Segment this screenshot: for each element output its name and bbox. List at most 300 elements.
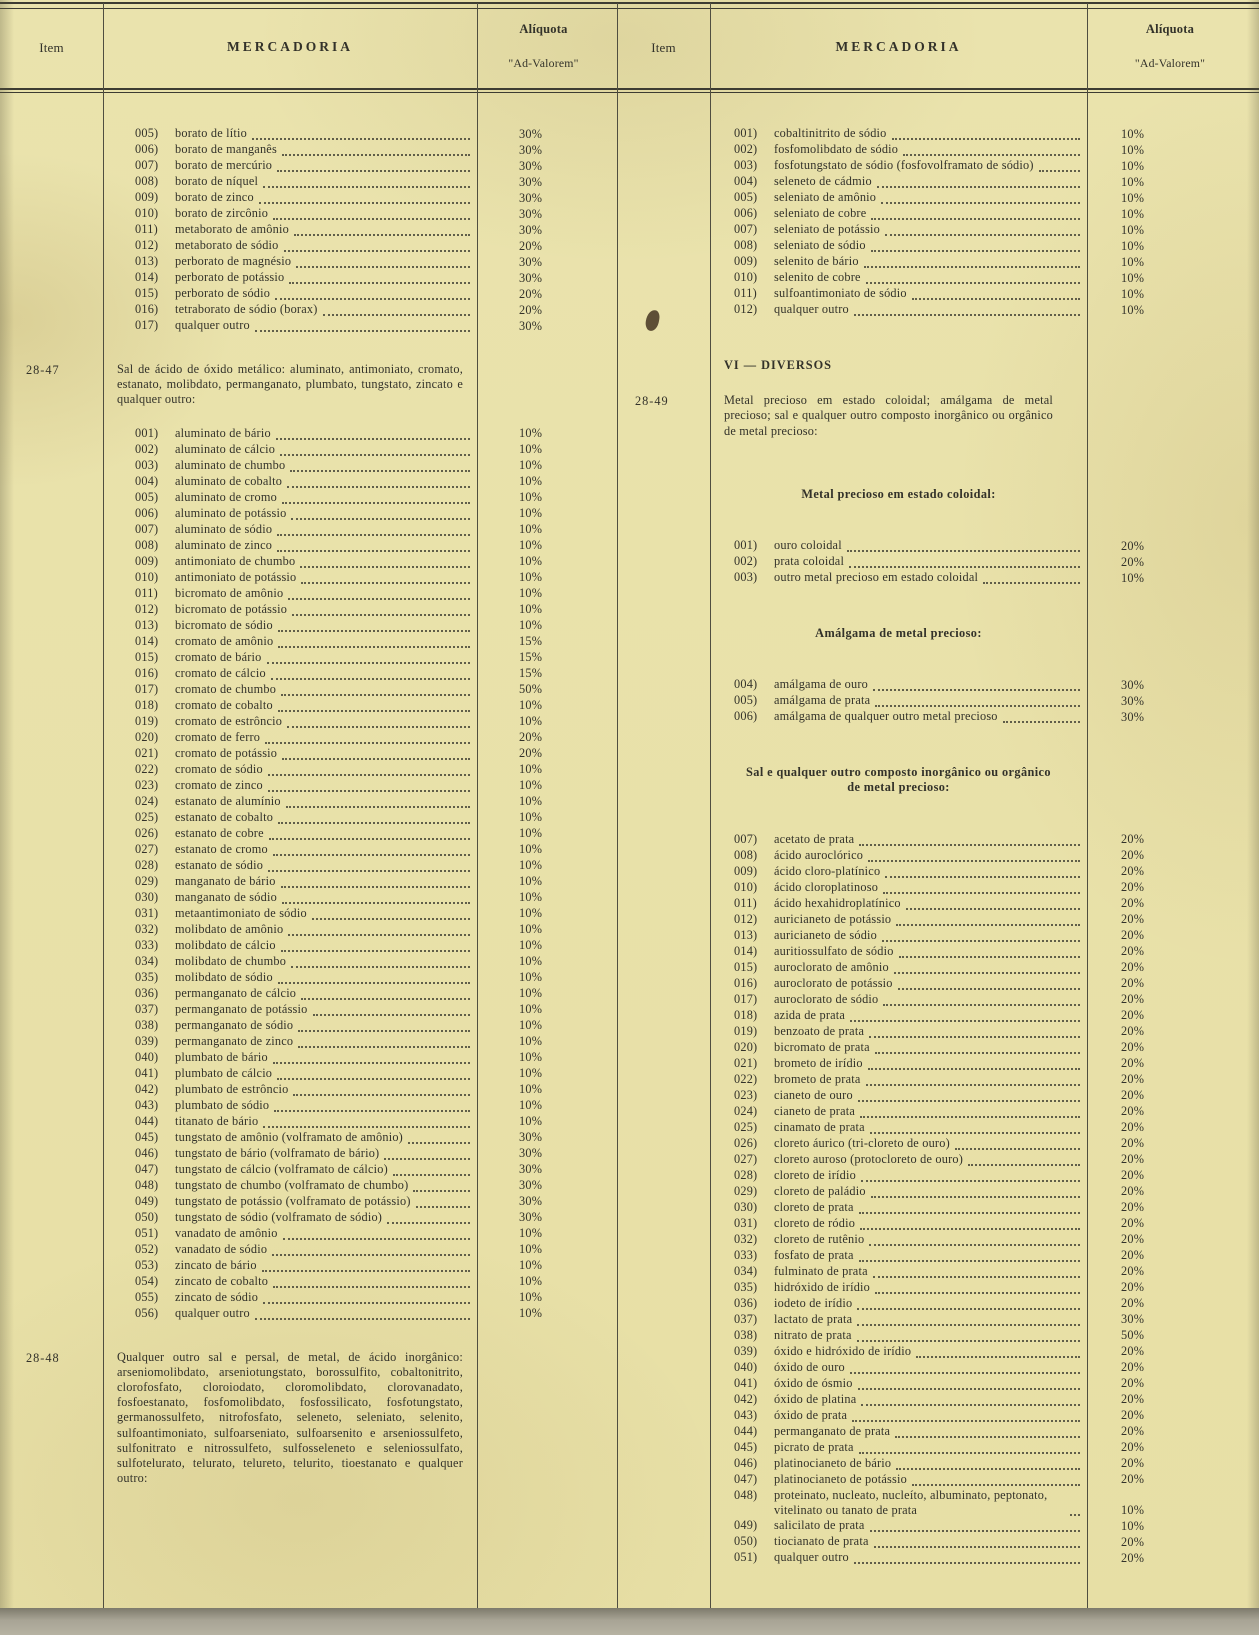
row-rate: 30% (519, 158, 543, 173)
row-number: 022) (734, 1071, 758, 1086)
merchandise-cell (103, 1194, 477, 1210)
row-number: 049) (135, 1193, 159, 1208)
item-col-cell (0, 890, 103, 906)
table-row (0, 1242, 610, 1258)
row-text: amálgama de prata (774, 693, 871, 708)
merchandise-cell (103, 874, 477, 890)
item-col-cell (617, 1024, 710, 1040)
table-row (617, 1056, 1259, 1072)
rate-cell (477, 538, 610, 554)
row-number: 012) (135, 238, 159, 252)
rate-cell (477, 1274, 610, 1290)
merchandise-cell (103, 522, 477, 538)
row-rate: 10% (519, 1050, 543, 1065)
item-col-cell (617, 944, 710, 960)
table-row (617, 1264, 1259, 1280)
row-text: óxido de platina (774, 1391, 857, 1406)
row-text: nitrato de prata (774, 1327, 852, 1342)
merchandise-cell (710, 1056, 1087, 1072)
row-rate: 10% (1121, 302, 1145, 317)
header-rule-thin (0, 92, 1259, 93)
row-text: hidróxido de irídio (774, 1279, 871, 1294)
table-row (617, 254, 1259, 270)
row-rate: 20% (1121, 1296, 1145, 1311)
row-text: tetraborato de sódio (borax) (175, 302, 318, 316)
dotted-leader (282, 142, 470, 156)
merchandise-cell (103, 442, 477, 458)
row-number: 039) (135, 1033, 159, 1048)
dotted-leader (277, 522, 470, 536)
row-text: auroclorato de potássio (774, 975, 893, 990)
row-number: 007) (135, 158, 159, 172)
table-row (0, 302, 610, 318)
rate-cell (477, 1194, 610, 1210)
row-rate: 10% (519, 1306, 543, 1321)
merchandise-cell (710, 206, 1087, 222)
row-text: ácido cloro-platínico (774, 863, 881, 878)
row-rate: 10% (519, 1114, 543, 1129)
rate-cell (477, 842, 610, 858)
row-number: 035) (734, 1279, 758, 1294)
dotted-leader (275, 286, 470, 300)
dotted-leader (912, 286, 1080, 300)
row-text: cianeto de prata (774, 1103, 856, 1118)
merchandise-cell (710, 693, 1087, 709)
row-number: 028) (734, 1167, 758, 1182)
row-text: fosfotungstato de sódio (fosfovolframato de sódio) (774, 158, 1034, 172)
merchandise-cell (103, 190, 477, 206)
row-number: 033) (734, 1247, 758, 1262)
rate-cell (477, 730, 610, 746)
row-text: zincato de cobalto (175, 1273, 269, 1288)
row-text: cloreto de paládio (774, 1183, 866, 1198)
item-col-cell (0, 1066, 103, 1082)
rate-cell (1087, 1408, 1259, 1424)
table-row (0, 1146, 610, 1162)
row-text: benzoato de prata (774, 1023, 865, 1038)
row-rate: 10% (519, 714, 543, 729)
dotted-leader (255, 318, 470, 332)
row-text: perborato de sódio (175, 286, 271, 300)
dotted-leader (874, 1534, 1080, 1548)
item-col-cell (0, 602, 103, 618)
dotted-leader (312, 906, 470, 920)
rate-cell (477, 1258, 610, 1274)
item-code: 28-48 (26, 1350, 60, 1365)
dotted-leader (276, 426, 470, 440)
rate-cell (477, 714, 610, 730)
merchandise-cell (710, 302, 1087, 318)
row-rate: 10% (519, 442, 543, 457)
row-rate: 20% (1121, 1344, 1145, 1359)
dotted-leader (892, 126, 1080, 140)
row-rate: 10% (519, 458, 543, 473)
merchandise-cell (103, 826, 477, 842)
item-col-cell (0, 666, 103, 682)
row-rate: 10% (519, 858, 543, 873)
table-row (617, 976, 1259, 992)
row-text: molibdato de chumbo (175, 953, 287, 968)
dotted-leader (860, 1104, 1080, 1118)
table-row (0, 474, 610, 490)
table-row (0, 650, 610, 666)
table-row (0, 174, 610, 190)
table-row (0, 906, 610, 922)
row-rate: 15% (519, 666, 543, 681)
rate-cell (477, 318, 610, 334)
item-col-cell (0, 1226, 103, 1242)
row-rate: 10% (519, 954, 543, 969)
dotted-leader (861, 1168, 1080, 1182)
row-number: 034) (135, 953, 159, 968)
item-col-cell (617, 880, 710, 896)
row-number: 004) (135, 473, 159, 488)
rate-cell (1087, 1472, 1259, 1488)
merchandise-cell (710, 238, 1087, 254)
row-rate: 50% (519, 682, 543, 697)
row-rate: 20% (1121, 1040, 1145, 1055)
row-text: seleneto de cádmio (774, 174, 872, 188)
row-rate: 10% (519, 826, 543, 841)
table-row (0, 1226, 610, 1242)
item-col-cell (617, 960, 710, 976)
merchandise-cell (710, 190, 1087, 206)
dotted-leader (268, 762, 470, 776)
row-number: 027) (135, 841, 159, 856)
row-number: 004) (734, 677, 758, 692)
row-text: auricianeto de sódio (774, 927, 878, 942)
row-number: 037) (135, 1001, 159, 1016)
table-row (617, 286, 1259, 302)
row-rate: 10% (519, 538, 543, 553)
dotted-leader (286, 794, 470, 808)
top-rule-thin (0, 8, 1259, 9)
row-text: seleniato de amônio (774, 190, 877, 204)
row-rate: 10% (519, 570, 543, 585)
table-row (0, 1130, 610, 1146)
item-col-cell (617, 1392, 710, 1408)
row-number: 026) (734, 1135, 758, 1150)
table-row (0, 286, 610, 302)
rate-cell (1087, 190, 1259, 206)
item-col-cell (0, 1274, 103, 1290)
row-text: plumbato de cálcio (175, 1065, 273, 1080)
table-row (617, 1248, 1259, 1264)
dotted-leader (283, 1226, 470, 1240)
item-col-cell (0, 986, 103, 1002)
row-rate: 10% (519, 698, 543, 713)
section-heading (617, 358, 1259, 373)
merchandise-cell (103, 1210, 477, 1226)
row-number: 042) (734, 1391, 758, 1406)
row-text: sulfoantimoniato de sódio (774, 286, 907, 300)
dotted-leader (854, 1550, 1080, 1564)
merchandise-cell (103, 922, 477, 938)
table-row (0, 158, 610, 174)
rate-cell (477, 986, 610, 1002)
table-row (617, 554, 1259, 570)
table-row (617, 1488, 1259, 1518)
table-row (617, 1136, 1259, 1152)
rate-cell (477, 158, 610, 174)
item-col-cell (617, 912, 710, 928)
row-rate: 50% (1121, 1328, 1145, 1343)
row-rate: 20% (1121, 1360, 1145, 1375)
table-row (617, 1072, 1259, 1088)
table-row (617, 912, 1259, 928)
dotted-leader (870, 1120, 1080, 1134)
table-row (0, 522, 610, 538)
item-col-cell (0, 810, 103, 826)
row-number: 017) (734, 991, 758, 1006)
row-rate: 10% (519, 554, 543, 569)
row-text: brometo de prata (774, 1071, 861, 1086)
dotted-leader (871, 1184, 1080, 1198)
table-row (617, 238, 1259, 254)
row-rate: 20% (519, 730, 543, 745)
row-text: seleniato de sódio (774, 238, 866, 252)
merchandise-cell (103, 970, 477, 986)
item-col-cell (0, 634, 103, 650)
table-row (617, 158, 1259, 174)
row-rate: 10% (519, 906, 543, 921)
row-number: 023) (135, 777, 159, 792)
dotted-leader (871, 238, 1080, 252)
merchandise-cell (103, 762, 477, 778)
column-header-advalorem-right: "Ad-Valorem" (1134, 56, 1206, 70)
merchandise-cell (710, 1120, 1087, 1136)
row-rate: 20% (1121, 1184, 1145, 1199)
rate-cell (1087, 1392, 1259, 1408)
row-number: 056) (135, 1305, 159, 1320)
row-text: cobaltinitrito de sódio (774, 126, 887, 140)
row-number: 038) (734, 1327, 758, 1342)
rate-cell (1087, 254, 1259, 270)
rate-cell (1087, 1216, 1259, 1232)
table-row (617, 992, 1259, 1008)
merchandise-cell (103, 1034, 477, 1050)
row-number: 005) (734, 693, 758, 708)
item-col-cell (617, 1472, 710, 1488)
row-number: 034) (734, 1263, 758, 1278)
table-row (0, 986, 610, 1002)
merchandise-cell (103, 634, 477, 650)
rate-cell (1087, 1072, 1259, 1088)
row-rate: 20% (1121, 1392, 1145, 1407)
rate-cell (1087, 896, 1259, 912)
table-row (617, 302, 1259, 318)
row-rate: 20% (1121, 1088, 1145, 1103)
item-col-cell (617, 286, 710, 302)
merchandise-cell (710, 1344, 1087, 1360)
rate-cell (477, 1178, 610, 1194)
table-row (0, 1274, 610, 1290)
dotted-leader (866, 270, 1080, 284)
dotted-leader (298, 1018, 470, 1032)
row-rate: 30% (519, 1162, 543, 1177)
row-number: 025) (135, 809, 159, 824)
rate-cell (477, 666, 610, 682)
item-col-cell (617, 693, 710, 709)
row-number: 038) (135, 1017, 159, 1032)
dotted-leader (252, 126, 470, 140)
table-row (0, 794, 610, 810)
row-text: estanato de cromo (175, 841, 268, 856)
dotted-leader (255, 1306, 470, 1320)
rate-cell (1087, 864, 1259, 880)
rate-cell (477, 1034, 610, 1050)
row-text: antimoniato de chumbo (175, 553, 296, 568)
row-number: 018) (135, 697, 159, 712)
row-rate: 20% (1121, 1376, 1145, 1391)
merchandise-cell (710, 1280, 1087, 1296)
row-text: permanganato de potássio (175, 1001, 308, 1016)
table-row (617, 190, 1259, 206)
row-number: 006) (734, 709, 758, 724)
table-row (0, 698, 610, 714)
table-row (0, 458, 610, 474)
merchandise-cell (710, 1440, 1087, 1456)
table-row (617, 1344, 1259, 1360)
table-row (617, 142, 1259, 158)
row-rate: 10% (519, 762, 543, 777)
table-left-half (0, 126, 610, 1486)
row-text: bicromato de amônio (175, 585, 284, 600)
row-rate: 10% (1121, 222, 1145, 237)
rate-cell (477, 1242, 610, 1258)
row-text: picrato de prata (774, 1439, 854, 1454)
merchandise-cell (710, 1488, 1087, 1518)
row-text: lactato de prata (774, 1311, 853, 1326)
item-col-cell (617, 1136, 710, 1152)
row-text: bicromato de prata (774, 1039, 870, 1054)
table-row (0, 1098, 610, 1114)
row-number: 008) (734, 238, 758, 252)
row-text: proteinato, nucleato, nucleíto, albuminato, peptonato, vitelinato ou tanato de prata (774, 1487, 1048, 1517)
row-rate: 15% (519, 650, 543, 665)
item-col-cell (617, 570, 710, 586)
rate-cell (1087, 832, 1259, 848)
item-col-cell (617, 1550, 710, 1566)
merchandise-cell (710, 1472, 1087, 1488)
item-col-cell (0, 858, 103, 874)
merchandise-cell (710, 1104, 1087, 1120)
merchandise-cell (103, 602, 477, 618)
rate-cell (1087, 570, 1259, 586)
row-rate: 10% (519, 938, 543, 953)
table-row (617, 1328, 1259, 1344)
rate-cell (1087, 1088, 1259, 1104)
dotted-leader (868, 848, 1080, 862)
dotted-leader (289, 270, 470, 284)
row-number: 048) (734, 1487, 758, 1502)
item-col-cell (617, 142, 710, 158)
row-number: 037) (734, 1311, 758, 1326)
row-number: 010) (135, 206, 159, 220)
row-text: prata coloidal (774, 554, 845, 569)
row-rate: 10% (1121, 570, 1145, 585)
row-text: zincato de bário (175, 1257, 257, 1272)
row-rate: 10% (519, 890, 543, 905)
item-col-cell (617, 1280, 710, 1296)
dotted-leader (859, 832, 1080, 846)
rate-cell (1087, 880, 1259, 896)
dotted-leader (850, 1360, 1080, 1374)
dotted-leader (273, 842, 470, 856)
dotted-leader (278, 634, 470, 648)
table-row (0, 586, 610, 602)
rate-cell (477, 522, 610, 538)
item-col-cell (0, 158, 103, 174)
column-header-advalorem-left: "Ad-Valorem" (508, 56, 579, 70)
table-row (617, 1120, 1259, 1136)
rate-cell (477, 302, 610, 318)
dotted-leader (278, 618, 470, 632)
rate-cell (477, 650, 610, 666)
row-rate: 20% (1121, 1232, 1145, 1247)
item-col-cell (0, 618, 103, 634)
row-number: 008) (734, 847, 758, 862)
row-rate: 20% (1121, 1216, 1145, 1231)
row-rate: 20% (1121, 1168, 1145, 1183)
merchandise-cell (710, 222, 1087, 238)
table-row (0, 826, 610, 842)
item-code-cell (0, 362, 103, 408)
row-number: 031) (135, 905, 159, 920)
row-rate: 10% (1121, 1518, 1145, 1533)
merchandise-cell (103, 142, 477, 158)
merchandise-cell (710, 1024, 1087, 1040)
item-col-cell (0, 1018, 103, 1034)
merchandise-cell (710, 709, 1087, 725)
row-text: cloreto de irídio (774, 1167, 856, 1182)
dotted-leader (883, 880, 1080, 894)
item-col-cell (0, 174, 103, 190)
dotted-leader (857, 1296, 1080, 1310)
dotted-leader (847, 538, 1080, 552)
dotted-leader (883, 992, 1080, 1006)
rate-cell (477, 1290, 610, 1306)
merchandise-cell (710, 1328, 1087, 1344)
row-text: borato de mercúrio (175, 158, 273, 172)
merchandise-cell (103, 954, 477, 970)
rate-cell (1087, 1550, 1259, 1566)
row-text: aluminato de cálcio (175, 441, 276, 456)
item-col-cell (617, 190, 710, 206)
item-col-cell (0, 1130, 103, 1146)
table-row (617, 1424, 1259, 1440)
merchandise-cell (103, 206, 477, 222)
item-col-cell (0, 1290, 103, 1306)
item-col-cell (617, 206, 710, 222)
item-col-cell (0, 126, 103, 142)
row-rate: 20% (1121, 992, 1145, 1007)
row-text: ácido hexahidroplatínico (774, 895, 901, 910)
table-row (617, 832, 1259, 848)
table-row (0, 970, 610, 986)
row-text: aluminato de chumbo (175, 457, 286, 472)
row-rate: 10% (519, 1274, 543, 1289)
item-col-cell (0, 1178, 103, 1194)
row-number: 007) (135, 521, 159, 536)
rate-cell (1087, 158, 1259, 174)
row-rate: 20% (1121, 864, 1145, 879)
merchandise-cell (103, 906, 477, 922)
row-number: 030) (734, 1199, 758, 1214)
rate-cell (1087, 538, 1259, 554)
dotted-leader (277, 538, 470, 552)
row-number: 006) (135, 505, 159, 520)
